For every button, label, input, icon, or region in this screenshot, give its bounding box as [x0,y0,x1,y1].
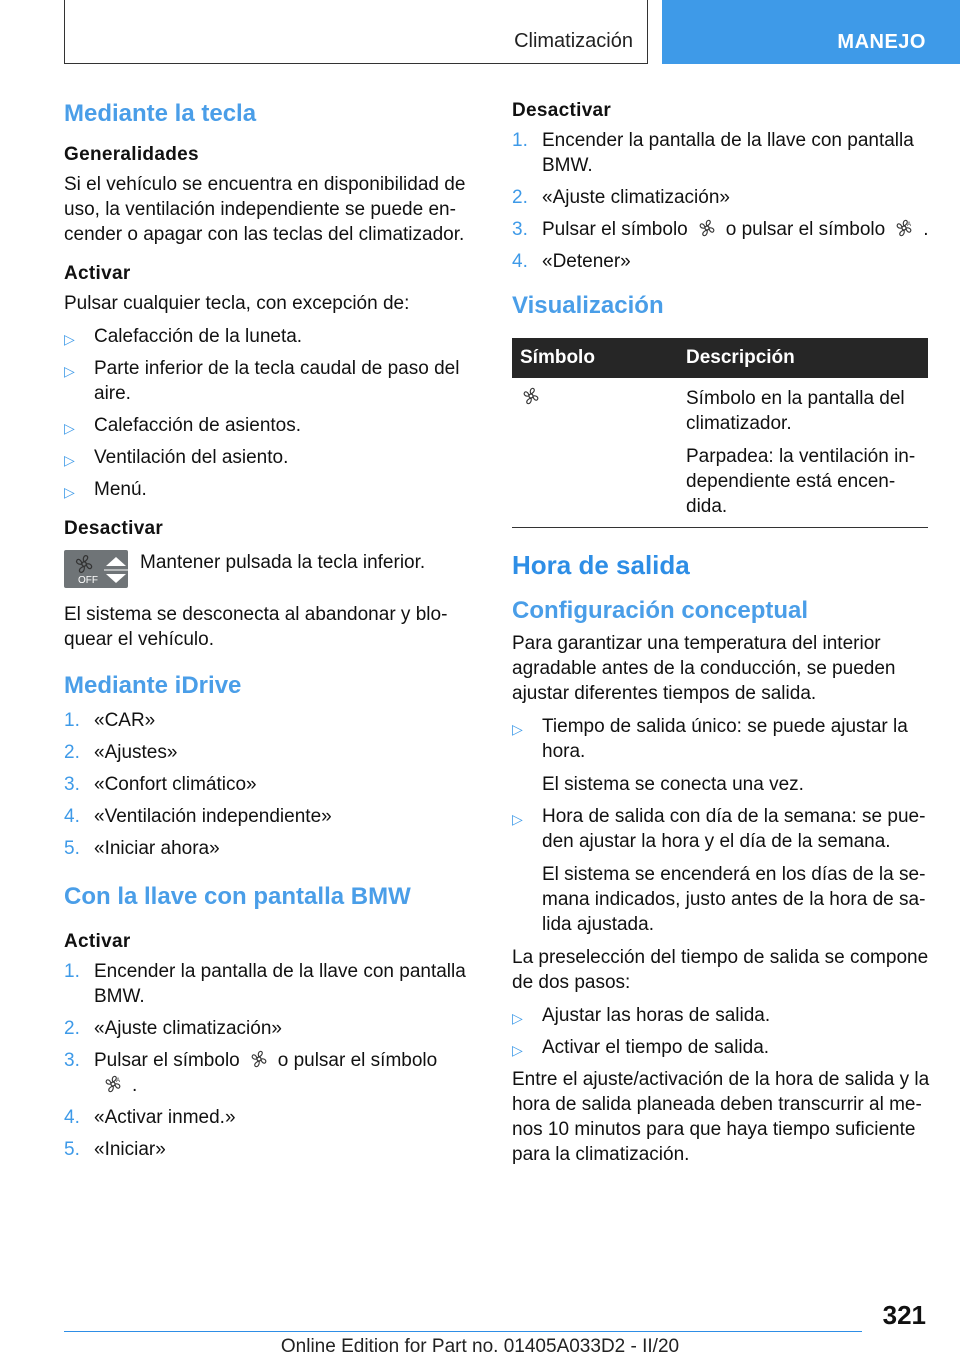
list-item: 4. «Ventilación independiente» [64,806,332,827]
fan-auto-icon [893,218,915,238]
list-item: 3. Pulsar el símbolo o pulsar el símbolo A . [64,1050,438,1096]
footer-edition: Online Edition for Part no. 01405A033D2 - II/20 [280,1336,680,1357]
fan-auto-icon [102,1074,124,1094]
list-item: 2. «Ajustes» [64,742,178,763]
svg-text:OFF: OFF [78,575,98,586]
fan-off-key-image [64,550,128,588]
table-header-descripcion: Descripción [678,338,928,378]
paragraph-preseleccion: La preselección del tiempo de salida se compone de dos pasos: [512,947,929,993]
paragraph-activar: Pulsar cualquier tecla, con excepción de: [64,293,410,314]
list-item: ▷ Ventilación del asiento. [64,445,474,470]
right-column [512,100,930,1183]
paragraph-desconecta: El sistema se desconecta al abandonar y bloquear el vehículo. [64,604,448,650]
list-item: ▷ Parte inferior de la tecla caudal de paso del aire. [64,358,460,404]
triangle-bullet-icon: ▷ [64,331,75,347]
left-column [64,100,474,1178]
desactivar-row [64,550,474,594]
header-chapter-box [662,0,960,64]
activar-exceptions-list [64,324,474,502]
list-item: ▷ Ajustar las horas de salida. [512,1003,930,1028]
triangle-bullet-icon: ▷ [512,721,523,737]
heading-desactivar: Desactivar [64,518,164,539]
list-item: ▷ Hora de salida con día de la semana: se pueden ajustar la hora y el día de la semana. El sistema se encenderá en los días de la semana indicados, justo antes de la hora de salida ajustada. [512,806,926,935]
list-item: ▷ Menú. [64,477,474,502]
heading-desactivar-llave: Desactivar [512,100,612,121]
table-desc-2: Parpadea: la ventilación independiente está encendida. [686,446,916,517]
triangle-bullet-icon: ▷ [512,1042,523,1058]
triangle-bullet-icon: ▷ [64,363,75,379]
heading-configuracion: Configuración conceptual [512,597,809,624]
list-item: 1. «CAR» [64,710,156,731]
header-section-box [64,0,648,64]
heading-mediante-tecla: Mediante la tecla [64,100,257,127]
fan-icon [520,386,542,406]
list-item: 5. «Iniciar» [64,1139,166,1160]
triangle-bullet-icon: ▷ [64,420,75,436]
fan-icon [248,1049,270,1069]
triangle-bullet-icon: ▷ [512,811,523,827]
llave-steps-list [64,959,474,1162]
list-item: 2. «Ajuste climatización» [512,187,730,208]
list-item: 3. Pulsar el símbolo o pulsar el símbolo A . [512,219,929,240]
list-item: 4. «Detener» [512,251,631,272]
triangle-bullet-icon: ▷ [64,452,75,468]
heading-hora-salida: Hora de salida [512,550,690,580]
paragraph-desactivar: Mantener pulsada la tecla inferior. [140,552,426,573]
heading-activar: Activar [64,263,131,284]
table-row [512,378,928,528]
heading-llave-activar: Activar [64,931,131,952]
triangle-bullet-icon: ▷ [64,484,75,500]
preselection-steps-list [512,1003,930,1060]
list-item: ▷ Tiempo de salida único: se puede ajustar la hora. El sistema se conecta una vez. [512,716,908,795]
heading-visualizacion: Visualización [512,292,664,319]
chapter-title: MANEJO [837,31,926,53]
table-header-simbolo: Símbolo [512,338,678,378]
desactivar-steps-list [512,128,930,274]
list-item: 2. «Ajuste climatización» [64,1018,282,1039]
svg-text:A: A [116,1078,121,1084]
list-item: 3. «Confort climático» [64,774,257,795]
departure-types-list [512,714,930,937]
paragraph-entre: Entre el ajuste/activación de la hora de salida y la hora de salida planeada deben transcurrir al menos 10 minutos para que haya tiempo suficiente para la climatización. [512,1069,930,1165]
section-title: Climatización [514,30,633,52]
fan-icon [696,218,718,238]
heading-mediante-idrive: Mediante iDrive [64,672,242,699]
list-item: ▷ Calefacción de asientos. [64,413,474,438]
triangle-bullet-icon: ▷ [512,1010,523,1026]
list-item: ▷ Activar el tiempo de salida. [512,1035,930,1060]
table-desc-1: Símbolo en la pantalla del climatizador. [686,388,905,434]
heading-generalidades: Generalidades [64,144,199,165]
list-item: 5. «Iniciar ahora» [64,838,220,859]
list-item: 1. Encender la pantalla de la llave con pantalla BMW. [64,961,466,1007]
paragraph-configuracion: Para garantizar una temperatura del interior agradable antes de la conducción, se pueden ajustar diferentes tiempos de salida. [512,633,896,704]
list-item: ▷ Calefacción de la luneta. [64,324,474,349]
heading-llave-bmw: Con la llave con pantalla BMW [64,883,411,910]
idrive-steps-list [64,708,474,861]
symbol-table [512,338,928,528]
page-number: 321 [882,1300,926,1330]
svg-text:A: A [907,222,912,228]
footer-divider [64,1331,862,1332]
list-item: 1. Encender la pantalla de la llave con pantalla BMW. [512,130,914,176]
list-item: 4. «Activar inmed.» [64,1107,236,1128]
paragraph-generalidades: Si el vehículo se encuentra en disponibilidad de uso, la ventilación independiente se puede encender o apagar con las teclas del climatizador. [64,174,466,245]
